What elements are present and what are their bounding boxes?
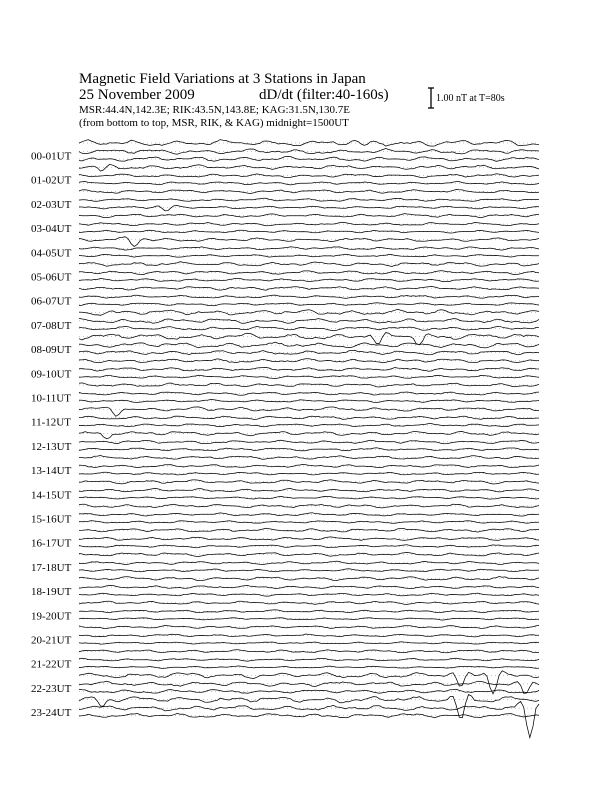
station-trace-rik bbox=[79, 342, 539, 348]
station-trace-kag bbox=[79, 577, 539, 581]
date-label: 25 November 2009 bbox=[79, 87, 195, 103]
station-trace-kag bbox=[79, 333, 539, 345]
order-note: (from bottom to top, MSR, RIK, & KAG) midnight=1500UT bbox=[79, 117, 349, 129]
station-trace-rik bbox=[79, 658, 539, 661]
station-trace-rik bbox=[79, 198, 539, 201]
component-filter-label: dD/dt (filter:40-160s) bbox=[259, 87, 389, 103]
hour-label: 04-05UT bbox=[31, 247, 72, 260]
station-trace-msr bbox=[79, 206, 539, 211]
station-trace-kag bbox=[79, 407, 539, 416]
station-trace-rik bbox=[79, 701, 539, 737]
hour-label: 22-23UT bbox=[31, 682, 72, 695]
hour-label: 16-17UT bbox=[31, 537, 72, 550]
stations-label: MSR:44.4N,142.3E; RIK:43.5N,143.8E; KAG:31.5N,130.7E bbox=[79, 104, 351, 116]
station-trace-msr bbox=[79, 375, 539, 378]
station-trace-kag bbox=[79, 237, 539, 247]
station-trace-msr bbox=[79, 326, 539, 331]
hour-label: 20-21UT bbox=[31, 634, 72, 647]
hour-label: 13-14UT bbox=[31, 465, 72, 478]
station-trace-msr bbox=[79, 254, 539, 257]
hour-label: 23-24UT bbox=[31, 707, 72, 720]
hour-label: 18-19UT bbox=[31, 586, 72, 599]
chart-title: Magnetic Field Variations at 3 Stations in Japan bbox=[79, 71, 366, 87]
hour-label: 05-06UT bbox=[31, 271, 72, 284]
hour-label: 03-04UT bbox=[31, 223, 72, 236]
station-trace-rik bbox=[79, 295, 539, 298]
hour-label: 11-12UT bbox=[31, 416, 71, 429]
hour-label: 17-18UT bbox=[31, 561, 72, 574]
station-trace-kag bbox=[79, 695, 539, 718]
hour-label: 12-13UT bbox=[31, 440, 72, 453]
scale-bar-icon bbox=[428, 88, 434, 108]
hour-label: 09-10UT bbox=[31, 368, 72, 381]
hour-label: 00-01UT bbox=[31, 150, 72, 163]
station-trace-rik bbox=[79, 634, 539, 637]
hour-label: 19-20UT bbox=[31, 610, 72, 623]
station-trace-msr bbox=[79, 400, 539, 403]
station-trace-rik bbox=[79, 247, 539, 250]
station-trace-msr bbox=[79, 569, 539, 572]
hour-label: 21-22UT bbox=[31, 658, 72, 671]
station-trace-rik bbox=[79, 222, 539, 226]
station-trace-kag bbox=[79, 432, 539, 439]
station-trace-rik bbox=[79, 610, 539, 613]
station-trace-msr bbox=[79, 448, 539, 451]
hour-label: 06-07UT bbox=[31, 295, 72, 308]
scale-bar-label: 1.00 nT at T=80s bbox=[436, 93, 505, 104]
hour-label: 07-08UT bbox=[31, 319, 72, 332]
hour-label: 14-15UT bbox=[31, 489, 72, 502]
station-trace-kag bbox=[79, 164, 539, 171]
hour-label: 10-11UT bbox=[31, 392, 71, 405]
station-trace-rik bbox=[79, 561, 539, 565]
hour-label: 08-09UT bbox=[31, 344, 72, 357]
hour-label: 02-03UT bbox=[31, 198, 72, 211]
hour-label: 01-02UT bbox=[31, 174, 72, 187]
station-trace-rik bbox=[79, 585, 539, 588]
hour-label: 15-16UT bbox=[31, 513, 72, 526]
